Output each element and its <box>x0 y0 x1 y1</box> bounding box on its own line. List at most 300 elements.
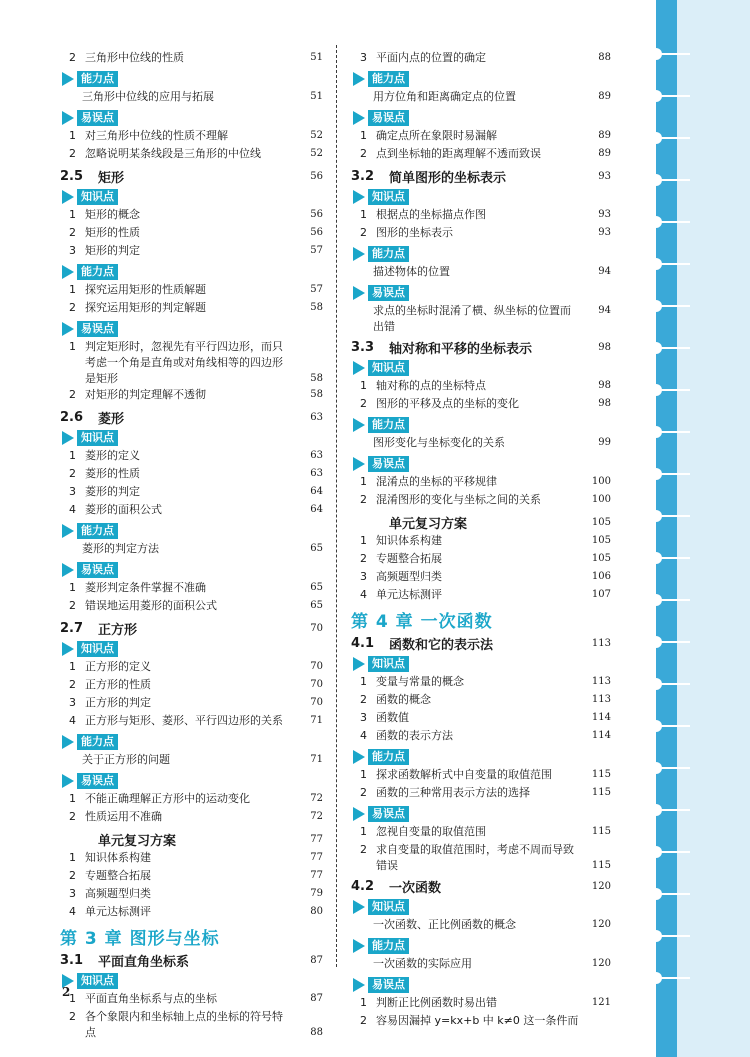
binding-line <box>656 473 690 475</box>
entry-number: 3 <box>69 696 76 709</box>
toc-entry[interactable] <box>351 917 611 935</box>
entry-title: 图形的平移及点的坐标的变化 <box>376 397 519 410</box>
toc-entry[interactable] <box>60 904 323 922</box>
entry-title: 图形的坐标表示 <box>376 226 453 239</box>
toc-entry[interactable] <box>351 435 611 453</box>
entry-title: 三角形中位线的应用与拓展 <box>82 90 214 103</box>
binding-line <box>656 851 690 853</box>
entry-number: 2 <box>69 147 76 160</box>
section-title: 简单图形的坐标表示 <box>389 170 507 186</box>
tag-label <box>351 244 611 263</box>
section-title: 平面直角坐标系 <box>98 954 190 970</box>
entry-title: 忽略说明某条线段是三角形的中位线 <box>85 147 261 160</box>
entry-title: 探求函数解析式中自变量的取值范围 <box>376 768 552 781</box>
page-ref: 65 <box>310 582 323 593</box>
page-ref: 58 <box>310 302 323 313</box>
entry-title: 正方形与矩形、菱形、平行四边形的关系 <box>85 714 283 727</box>
section-title: 函数和它的表示法 <box>389 637 494 653</box>
entry-title: 菱形的面积公式 <box>85 503 162 516</box>
entry-title: 高频题型归类 <box>376 570 442 583</box>
toc-entry[interactable] <box>351 225 611 243</box>
page-ref: 79 <box>310 888 323 899</box>
page-ref: 121 <box>591 997 611 1008</box>
toc-entry[interactable] <box>60 466 323 484</box>
arrow-icon <box>62 642 74 656</box>
page-ref: 71 <box>310 754 323 765</box>
toc-entry[interactable] <box>60 580 323 598</box>
toc-entry[interactable] <box>60 146 323 164</box>
entry-title: 正方形的定义 <box>85 660 151 673</box>
toc-entry[interactable] <box>351 824 611 842</box>
entry-title: 轴对称的点的坐标特点 <box>376 379 486 392</box>
section-number: 2.7 <box>60 620 84 636</box>
binding-line <box>656 305 690 307</box>
toc-entry[interactable] <box>60 484 323 502</box>
section-number: 4.2 <box>351 878 375 894</box>
toc-entry[interactable] <box>60 868 323 886</box>
binding-line <box>656 263 690 265</box>
entry-number: 1 <box>360 379 367 392</box>
tag-label <box>60 521 323 540</box>
entry-title: 菱形的定义 <box>85 449 140 462</box>
toc-entry[interactable] <box>60 448 323 466</box>
tag-text: 知识点 <box>77 641 118 657</box>
page-ref: 93 <box>598 170 611 182</box>
entry-number: 2 <box>69 467 76 480</box>
section-number: 4.1 <box>351 635 375 651</box>
tag-label <box>351 69 611 88</box>
entry-number: 1 <box>360 825 367 838</box>
page-ref: 100 <box>591 494 611 505</box>
entry-number: 3 <box>360 570 367 583</box>
entry-number: 2 <box>69 810 76 823</box>
entry-title: 菱形的判定方法 <box>82 542 159 555</box>
entry-title: 判定矩形时，忽视先有平行四边形，而只考虑一个角是直角或对角线相等的四边形是矩形 <box>85 340 283 385</box>
entry-title: 高频题型归类 <box>85 887 151 900</box>
tag-text: 易误点 <box>368 806 409 822</box>
arrow-icon <box>62 265 74 279</box>
tag-text: 易误点 <box>368 456 409 472</box>
toc-entry[interactable] <box>60 282 323 300</box>
section-number: 2.6 <box>60 409 84 425</box>
entry-title: 各个象限内和坐标轴上点的坐标的符号特点 <box>85 1010 283 1039</box>
tag-text: 易误点 <box>368 110 409 126</box>
chapter-title: 第 4 章 一次函数 <box>351 611 493 632</box>
arrow-icon <box>353 190 365 204</box>
page-ref: 63 <box>310 468 323 479</box>
toc-entry[interactable] <box>60 886 323 904</box>
entry-number: 1 <box>360 208 367 221</box>
section-heading[interactable] <box>351 512 611 532</box>
entry-title: 平面内点的位置的确定 <box>376 51 486 64</box>
entry-number: 2 <box>69 678 76 691</box>
entry-title: 函数值 <box>376 711 409 724</box>
entry-title: 确定点所在象限时易漏解 <box>376 129 497 142</box>
page-ref: 70 <box>310 661 323 672</box>
entry-title: 求点的坐标时混淆了横、纵坐标的位置而出错 <box>373 304 571 333</box>
tag-text: 知识点 <box>368 360 409 376</box>
toc-entry[interactable] <box>60 598 323 616</box>
arrow-icon <box>353 286 365 300</box>
binding-line <box>656 179 690 181</box>
entry-number: 2 <box>360 843 367 856</box>
tag-text: 能力点 <box>368 246 409 262</box>
page-ref: 105 <box>591 535 611 546</box>
entry-number: 4 <box>69 905 76 918</box>
section-heading[interactable] <box>351 633 611 653</box>
toc-entry[interactable] <box>351 264 611 282</box>
page-ref: 89 <box>598 130 611 141</box>
tag-label <box>60 319 323 338</box>
page-ref: 87 <box>310 954 323 966</box>
entry-title: 三角形中位线的性质 <box>85 51 184 64</box>
arrow-icon <box>353 657 365 671</box>
section-heading[interactable] <box>60 407 323 427</box>
page-ref: 99 <box>598 437 611 448</box>
page-ref: 89 <box>598 91 611 102</box>
toc-right-column <box>351 50 611 1031</box>
entry-number: 1 <box>69 660 76 673</box>
page-ref: 64 <box>310 504 323 515</box>
arrow-icon <box>62 774 74 788</box>
tag-label <box>351 283 611 302</box>
page-ref: 64 <box>310 486 323 497</box>
entry-title: 单元达标测评 <box>85 905 151 918</box>
toc-entry[interactable] <box>351 569 611 587</box>
toc-entry[interactable] <box>351 89 611 107</box>
entry-title: 菱形的判定 <box>85 485 140 498</box>
page-ref: 120 <box>591 958 611 969</box>
page-ref: 77 <box>310 870 323 881</box>
tag-label <box>60 771 323 790</box>
toc-entry[interactable] <box>351 533 611 551</box>
entry-number: 1 <box>69 851 76 864</box>
entry-number: 1 <box>69 340 76 353</box>
arrow-icon <box>62 322 74 336</box>
entry-number: 2 <box>360 693 367 706</box>
entry-number: 2 <box>360 786 367 799</box>
entry-title: 混淆图形的变化与坐标之间的关系 <box>376 493 541 506</box>
entry-title: 容易因漏掉 y=kx+b 中 k≠0 这一条件而 <box>376 1014 579 1027</box>
entry-number: 3 <box>69 244 76 257</box>
tag-text: 易误点 <box>368 977 409 993</box>
chapter-heading[interactable] <box>60 924 323 948</box>
page-number: 2 <box>62 985 71 999</box>
tag-label <box>351 108 611 127</box>
arrow-icon <box>353 418 365 432</box>
entry-title: 菱形判定条件掌握不准确 <box>85 581 206 594</box>
toc-entry[interactable] <box>60 695 323 713</box>
section-title: 单元复习方案 <box>98 833 177 849</box>
toc-entry[interactable] <box>351 128 611 146</box>
toc-entry[interactable] <box>351 995 611 1013</box>
entry-number: 2 <box>360 397 367 410</box>
entry-title: 判断正比例函数时易出错 <box>376 996 497 1009</box>
page-ref: 51 <box>310 52 323 63</box>
section-number: 2.5 <box>60 168 84 184</box>
section-heading[interactable] <box>60 829 323 849</box>
toc-entry[interactable] <box>351 146 611 164</box>
arrow-icon <box>62 111 74 125</box>
tag-text: 知识点 <box>368 189 409 205</box>
entry-number: 2 <box>69 1010 76 1023</box>
toc-entry[interactable] <box>351 710 611 728</box>
entry-number: 2 <box>69 599 76 612</box>
entry-number: 1 <box>69 992 76 1005</box>
toc-entry[interactable] <box>60 991 323 1009</box>
page-ref: 105 <box>591 516 611 528</box>
entry-title: 函数的概念 <box>376 693 431 706</box>
toc-entry[interactable] <box>60 207 323 225</box>
page-ref: 98 <box>598 341 611 353</box>
section-heading[interactable] <box>351 876 611 896</box>
tag-label <box>60 428 323 447</box>
entry-number: 1 <box>360 996 367 1009</box>
entry-title: 一次函数的实际应用 <box>373 957 472 970</box>
page-ref: 77 <box>310 833 323 845</box>
section-heading[interactable] <box>351 337 611 357</box>
binding-line <box>656 893 690 895</box>
entry-title: 用方位角和距离确定点的位置 <box>373 90 516 103</box>
page-ref: 87 <box>310 993 323 1004</box>
arrow-icon <box>353 111 365 125</box>
entry-title: 函数的表示方法 <box>376 729 453 742</box>
binding-line <box>656 767 690 769</box>
toc-entry[interactable] <box>351 50 611 68</box>
arrow-icon <box>62 735 74 749</box>
toc-entry[interactable] <box>60 225 323 243</box>
entry-number: 3 <box>360 51 367 64</box>
page-ref: 58 <box>310 373 323 384</box>
toc-entry[interactable] <box>60 300 323 318</box>
entry-number: 1 <box>69 129 76 142</box>
section-title: 矩形 <box>98 170 125 186</box>
entry-number: 2 <box>360 147 367 160</box>
entry-title: 根据点的坐标描点作图 <box>376 208 486 221</box>
toc-entry[interactable] <box>60 243 323 261</box>
entry-title: 矩形的性质 <box>85 226 140 239</box>
toc-entry[interactable] <box>60 659 323 677</box>
binding-line <box>656 221 690 223</box>
page-ref: 106 <box>591 571 611 582</box>
binding-line <box>656 95 690 97</box>
page-ref: 100 <box>591 476 611 487</box>
entry-title: 关于正方形的问题 <box>82 753 170 766</box>
toc-entry[interactable] <box>60 502 323 520</box>
page-ref: 89 <box>598 148 611 159</box>
entry-title: 专题整合拓展 <box>376 552 442 565</box>
arrow-icon <box>353 807 365 821</box>
section-heading[interactable] <box>60 950 323 970</box>
toc-entry[interactable] <box>60 50 323 68</box>
entry-number: 1 <box>360 129 367 142</box>
arrow-icon <box>353 939 365 953</box>
page-ref: 77 <box>310 852 323 863</box>
toc-entry[interactable] <box>351 207 611 225</box>
tag-label <box>60 108 323 127</box>
tag-label <box>60 971 323 990</box>
binding-line <box>656 809 690 811</box>
entry-number: 2 <box>69 51 76 64</box>
entry-title: 菱形的性质 <box>85 467 140 480</box>
entry-number: 4 <box>360 588 367 601</box>
page-ref: 63 <box>310 450 323 461</box>
tag-label <box>351 897 611 916</box>
entry-number: 2 <box>360 552 367 565</box>
page-ref: 65 <box>310 600 323 611</box>
page-ref: 56 <box>310 170 323 182</box>
entry-title: 单元达标测评 <box>376 588 442 601</box>
entry-number: 2 <box>69 388 76 401</box>
binding-line <box>656 725 690 727</box>
entry-number: 3 <box>69 485 76 498</box>
page-ref: 107 <box>591 589 611 600</box>
page-ref: 93 <box>598 209 611 220</box>
page-ref: 72 <box>310 811 323 822</box>
tag-text: 知识点 <box>368 899 409 915</box>
entry-number: 2 <box>360 226 367 239</box>
arrow-icon <box>353 247 365 261</box>
section-title: 轴对称和平移的坐标表示 <box>389 341 533 357</box>
page-ref: 113 <box>591 676 611 687</box>
toc-entry[interactable] <box>60 387 323 405</box>
tag-text: 易误点 <box>77 321 118 337</box>
toc-entry[interactable] <box>351 842 611 874</box>
toc-entry[interactable] <box>351 692 611 710</box>
page-ref: 115 <box>591 787 611 798</box>
page-ref: 52 <box>310 130 323 141</box>
page-ref: 113 <box>591 694 611 705</box>
page-ref: 98 <box>598 398 611 409</box>
page-ref: 115 <box>591 826 611 837</box>
toc-entry[interactable] <box>351 303 611 335</box>
arrow-icon <box>62 524 74 538</box>
toc-entry[interactable] <box>60 809 323 827</box>
entry-title: 对三角形中位线的性质不理解 <box>85 129 228 142</box>
section-title: 菱形 <box>98 411 125 427</box>
tag-label <box>351 358 611 377</box>
entry-title: 正方形的判定 <box>85 696 151 709</box>
binding-line <box>656 935 690 937</box>
toc-entry[interactable] <box>60 791 323 809</box>
section-heading[interactable] <box>60 166 323 186</box>
page-ref: 52 <box>310 148 323 159</box>
toc-entry[interactable] <box>60 89 323 107</box>
page-ref: 80 <box>310 906 323 917</box>
arrow-icon <box>62 190 74 204</box>
page-ref: 56 <box>310 227 323 238</box>
toc-entry[interactable] <box>351 492 611 510</box>
toc-entry[interactable] <box>351 767 611 785</box>
page-ref: 120 <box>591 880 611 892</box>
entry-number: 3 <box>69 887 76 900</box>
tag-text: 易误点 <box>77 773 118 789</box>
entry-number: 3 <box>360 711 367 724</box>
toc-entry[interactable] <box>60 339 323 387</box>
binding-line <box>656 515 690 517</box>
entry-title: 矩形的判定 <box>85 244 140 257</box>
toc-entry[interactable] <box>60 541 323 559</box>
toc-entry[interactable] <box>351 474 611 492</box>
toc-entry[interactable] <box>351 785 611 803</box>
toc-entry[interactable] <box>351 378 611 396</box>
entry-title: 知识体系构建 <box>85 851 151 864</box>
toc-entry[interactable] <box>351 728 611 746</box>
page-ref: 113 <box>591 637 611 649</box>
page-ref: 120 <box>591 919 611 930</box>
tag-label <box>60 639 323 658</box>
toc-entry[interactable] <box>351 396 611 414</box>
page-ref: 98 <box>598 380 611 391</box>
page-ref: 94 <box>598 266 611 277</box>
entry-title: 混淆点的坐标的平移规律 <box>376 475 497 488</box>
entry-number: 1 <box>69 792 76 805</box>
chapter-heading[interactable] <box>351 607 611 631</box>
toc-entry[interactable] <box>60 1009 323 1041</box>
entry-number: 1 <box>360 768 367 781</box>
entry-title: 探究运用矩形的判定解题 <box>85 301 206 314</box>
toc-entry[interactable] <box>351 587 611 605</box>
section-title: 一次函数 <box>389 880 442 896</box>
page-ref: 65 <box>310 543 323 554</box>
binding-line <box>656 683 690 685</box>
entry-number: 4 <box>69 503 76 516</box>
toc-entry[interactable] <box>60 677 323 695</box>
page-ref: 72 <box>310 793 323 804</box>
section-heading[interactable] <box>60 618 323 638</box>
tag-text: 能力点 <box>77 264 118 280</box>
toc-entry[interactable] <box>60 128 323 146</box>
toc-entry[interactable] <box>351 956 611 974</box>
entry-number: 1 <box>360 534 367 547</box>
entry-title: 描述物体的位置 <box>373 265 450 278</box>
toc-entry[interactable] <box>351 674 611 692</box>
entry-title: 探究运用矩形的性质解题 <box>85 283 206 296</box>
toc-entry[interactable] <box>351 1013 611 1031</box>
entry-number: 2 <box>360 493 367 506</box>
tag-text: 能力点 <box>368 749 409 765</box>
entry-title: 点到坐标轴的距离理解不透而致误 <box>376 147 541 160</box>
chapter-title: 第 3 章 图形与坐标 <box>60 928 220 949</box>
page-ref: 93 <box>598 227 611 238</box>
section-title: 正方形 <box>98 622 138 638</box>
entry-title: 图形变化与坐标变化的关系 <box>373 436 505 449</box>
arrow-icon <box>62 563 74 577</box>
entry-number: 4 <box>69 714 76 727</box>
entry-number: 1 <box>360 475 367 488</box>
page-ref: 88 <box>310 1027 323 1038</box>
tag-text: 能力点 <box>77 71 118 87</box>
toc-entry[interactable] <box>60 713 323 731</box>
page-ref: 58 <box>310 389 323 400</box>
binding-line <box>656 641 690 643</box>
entry-title: 知识体系构建 <box>376 534 442 547</box>
page-ref: 94 <box>598 305 611 316</box>
entry-title: 专题整合拓展 <box>85 869 151 882</box>
toc-entry[interactable] <box>60 752 323 770</box>
entry-number: 2 <box>69 869 76 882</box>
tag-text: 知识点 <box>77 189 118 205</box>
page-ref: 71 <box>310 715 323 726</box>
section-heading[interactable] <box>351 166 611 186</box>
toc-entry[interactable] <box>60 850 323 868</box>
toc-entry[interactable] <box>351 551 611 569</box>
toc-left-column <box>60 50 323 1041</box>
section-number: 3.2 <box>351 168 375 184</box>
page-ref: 88 <box>598 52 611 63</box>
tag-text: 知识点 <box>77 430 118 446</box>
arrow-icon <box>353 457 365 471</box>
